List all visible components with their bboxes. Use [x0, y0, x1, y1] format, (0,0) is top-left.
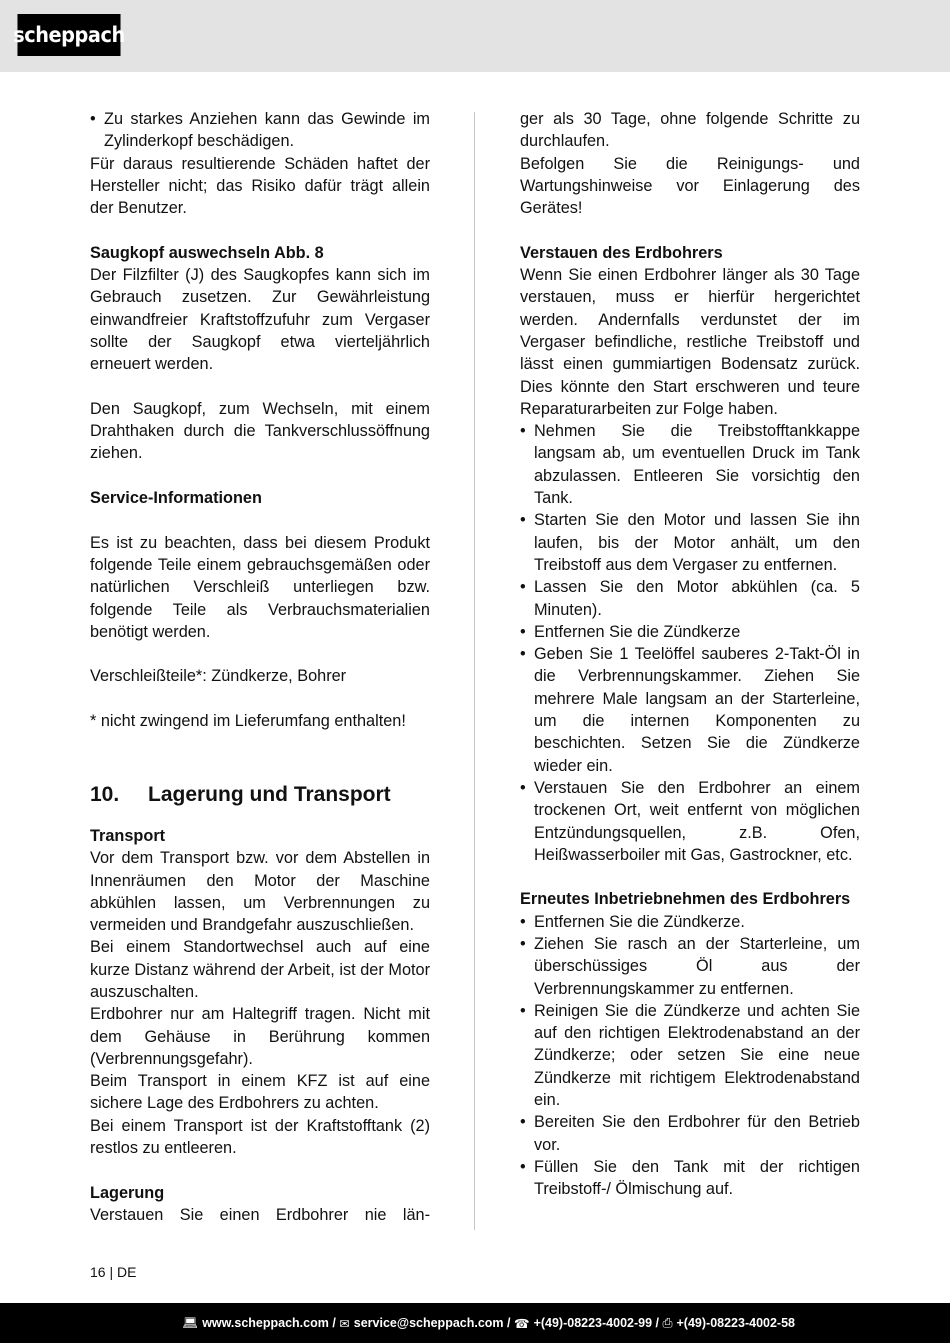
subheading-verstauen: Verstauen des Erdbohrers	[520, 243, 723, 262]
list-item: • Füllen Sie den Tank mit der richtigen Treibstoff-/ Ölmischung auf.	[520, 1156, 860, 1201]
page-separator: |	[109, 1264, 117, 1280]
brand-logo: scheppach	[17, 14, 120, 56]
paragraph: Es ist zu beachten, dass bei diesem Produkt folgende Teile einem gebrauchsgemäßen oder natürlichen Verschleiß unterliegen bzw. folgende Teile als Verbrauchsmaterialien benötigt werden.	[90, 533, 430, 641]
page-number	[90, 1264, 136, 1280]
subheading-saugkopf: Saugkopf auswechseln Abb. 8	[90, 243, 324, 262]
bullet-list-top	[90, 108, 430, 153]
section-number: 10.	[90, 782, 120, 806]
left-column	[90, 108, 430, 1226]
paragraph: ger als 30 Tage, ohne folgende Schritte zu durchlaufen.	[520, 110, 860, 151]
paragraph: Den Saugkopf, zum Wechseln, mit einem Drahthaken durch die Tankverschlussöffnung ziehen.	[90, 399, 430, 463]
list-item: • Entfernen Sie die Zündkerze	[520, 621, 860, 643]
list-item: • Nehmen Sie die Treibstofftankkappe langsam ab, um eventuellen Druck im Tank abzulassen. Entleeren Sie vorsichtig den Tank.	[520, 420, 860, 509]
page-language: DE	[117, 1264, 137, 1280]
paragraph: Verstauen Sie einen Erdbohrer nie län-	[90, 1205, 430, 1224]
list-item: • Geben Sie 1 Teelöffel sauberes 2-Takt-Öl in die Verbrennungskammer. Ziehen Sie mehrere Male langsam an der Starterleine, um die internen Komponenten zu beschichten. Setzen Sie die Zündkerze wieder ein.	[520, 643, 860, 777]
paragraph: Wenn Sie einen Erdbohrer länger als 30 Tage verstauen, muss er hierfür hergerichtet werden. Andernfalls verdunstet der im Vergaser befindliche, restliche Treibstoff und lässt einen gummiartigen Bodensatz zurück. Dies könnte den Start erschweren und teure Reparaturarbeiten zur Folge haben.	[520, 266, 860, 418]
phone-icon: ☎︎	[513, 1316, 530, 1331]
footer-fax: +(49)-08223-4002-58	[676, 1316, 795, 1330]
page-footer	[0, 1303, 950, 1343]
page-header	[0, 0, 950, 72]
list-item: • Entfernen Sie die Zündkerze.	[520, 911, 860, 933]
mail-icon: ✉︎	[339, 1316, 350, 1331]
column-divider	[474, 112, 475, 1230]
subheading-erneutes: Erneutes Inbetriebnehmen des Erdbohrers	[520, 890, 851, 909]
subheading-transport: Transport	[90, 826, 166, 845]
footer-email[interactable]: service@scheppach.com /	[353, 1316, 511, 1330]
list-item: • Bereiten Sie den Erdbohrer für den Betrieb vor.	[520, 1111, 860, 1156]
list-item: • Zu starkes Anziehen kann das Gewinde im Zylinderkopf beschädigen.	[90, 108, 430, 153]
list-item: • Ziehen Sie rasch an der Starterleine, um überschüssiges Öl aus der Verbrennungskammer zu entfernen.	[520, 933, 860, 1000]
computer-icon: 💻︎	[182, 1315, 199, 1330]
right-column	[520, 108, 860, 1201]
footer-website[interactable]: www.scheppach.com /	[202, 1316, 336, 1330]
paragraph: * nicht zwingend im Lieferumfang enthalten!	[90, 712, 406, 731]
paragraph: Beim Transport in einem KFZ ist auf eine sichere Lage des Erdbohrers zu achten.	[90, 1072, 430, 1113]
section-title: Lagerung und Transport	[148, 782, 391, 806]
paragraph: Vor dem Transport bzw. vor dem Abstellen in Innenräumen den Motor der Maschine abkühlen lassen, um Verbrennungen zu vermeiden und Brandgefahr auszuschließen.	[90, 849, 430, 935]
fax-icon: ⎙	[662, 1315, 673, 1330]
page-number-value: 16	[90, 1264, 106, 1280]
list-item: • Reinigen Sie die Zündkerze und achten Sie auf den richtigen Elektrodenabstand an der Zündkerze; oder setzen Sie eine neue Zündkerze mit richtigem Elektrodenabstand ein.	[520, 1000, 860, 1111]
list-item: • Verstauen Sie den Erdbohrer an einem trockenen Ort, weit entfernt von möglichen Entzündungsquellen, z.B. Ofen, Heißwasserboiler mit Gas, Gastrockner, etc.	[520, 777, 860, 866]
list-item: • Starten Sie den Motor und lassen Sie ihn laufen, bis der Motor anhält, um den Treibstoff aus dem Vergaser zu entfernen.	[520, 509, 860, 576]
subheading-service: Service-Informationen	[90, 489, 262, 508]
paragraph: Für daraus resultierende Schäden haftet der Hersteller nicht; das Risiko dafür trägt allein der Benutzer.	[90, 154, 430, 218]
paragraph: Verschleißteile*: Zündkerze, Bohrer	[90, 667, 347, 686]
section-heading	[90, 781, 430, 809]
bullet-list-verstauen	[520, 420, 860, 866]
bullet-list-erneutes	[520, 911, 860, 1201]
subheading-lagerung: Lagerung	[90, 1183, 165, 1202]
list-item: • Lassen Sie den Motor abkühlen (ca. 5 Minuten).	[520, 576, 860, 621]
paragraph: Befolgen Sie die Reinigungs- und Wartungshinweise vor Einlagerung des Gerätes!	[520, 154, 860, 218]
paragraph: Bei einem Transport ist der Kraftstofftank (2) restlos zu entleeren.	[90, 1116, 430, 1158]
footer-phone: +(49)-08223-4002-99 /	[533, 1316, 659, 1330]
paragraph: Bei einem Standortwechsel auch auf eine kurze Distanz während der Arbeit, ist der Motor auszuschalten.	[90, 938, 430, 1001]
paragraph: Der Filzfilter (J) des Saugkopfes kann sich im Gebrauch zusetzen. Zur Gewährleistung einwandfreier Kraftstoffzufuhr zum Vergaser sollte der Saugkopf etwa vierteljährlich erneuert werden.	[90, 266, 430, 374]
paragraph: Erdbohrer nur am Haltegriff tragen. Nicht mit dem Gehäuse in Berührung kommen (Verbrennungsgefahr).	[90, 1005, 430, 1068]
